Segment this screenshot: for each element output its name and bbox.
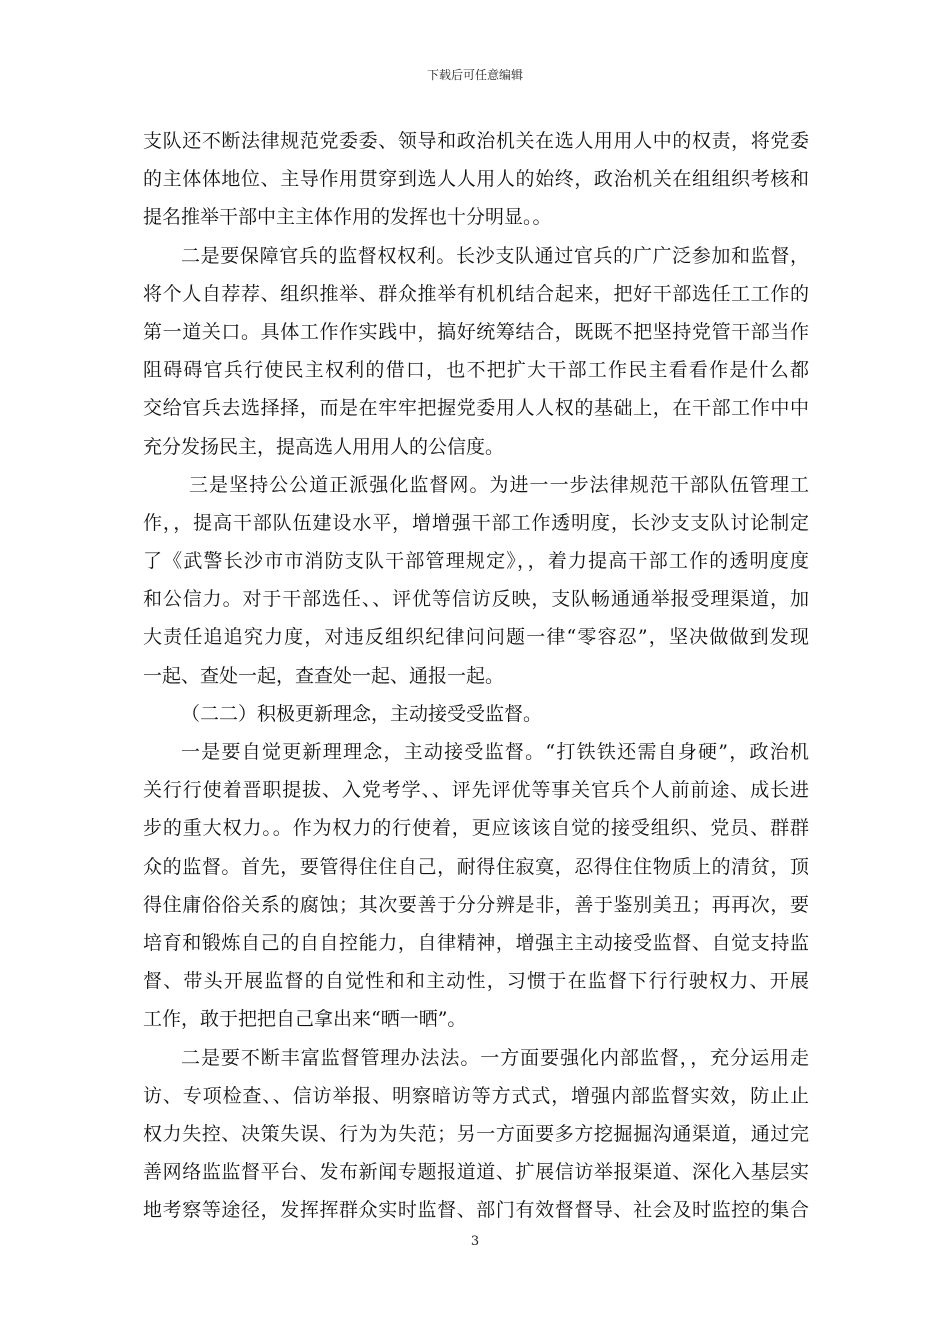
text-line: 二是要保障官兵的监督权权利。长沙支队通过官兵的广广泛参加和监督， <box>181 244 809 267</box>
text-line: 第一道关口。具体工作作实践中，搞好统筹结合，既既不把坚持党管干部当作 <box>143 320 809 343</box>
text-line: 三是坚持公公道正派强化监督网。为进一一步法律规范干部队伍管理工 <box>189 473 809 496</box>
document-body <box>143 122 809 1229</box>
text-line: 访、专项检查、、信访举报、明察暗访等方式式，增强内部监督实效，防止止 <box>143 1084 809 1107</box>
text-line: 的主体体地位、主导作用贯穿到选人人用人的始终，政治机关在组组织考核和 <box>143 168 809 191</box>
text-line: 一是要自觉更新理理念，主动接受监督。“打铁铁还需自身硬”，政治机 <box>181 741 809 763</box>
text-line: 地考察等途径，发挥挥群众实时监督、部门有效督督导、社会及时监控的集合 <box>143 1199 809 1222</box>
text-line: 和公信力。对于干部选任、、评优等信访反映，支队畅通通举报受理渠道，加 <box>143 588 809 611</box>
text-line: 关行行使着晋职提拔、入党考学、、评先评优等事关官兵个人前前途、成长进 <box>143 779 809 802</box>
text-line: 作，，提高干部队伍建设水平，增增强干部工作透明度，长沙支支队讨论制定 <box>143 511 809 534</box>
paragraph <box>143 733 809 1039</box>
text-line: 充分发扬民主，提高选人用用人的公信度。 <box>143 435 505 458</box>
paragraph <box>143 466 809 695</box>
text-line: 众的监督。首先，要管得住住自己，耐得住寂寞，忍得住住物质上的清贫，顶 <box>143 855 809 878</box>
text-line: 交给官兵去选择择，而是在牢牢把握党委用人人权的基础上，在干部工作中中 <box>143 397 809 420</box>
page-number: 3 <box>470 1234 480 1249</box>
text-line: 提名推举干部中主主体作用的发挥也十分明显。。 <box>143 206 552 229</box>
text-line: 二是要不断丰富监督管理办法法。一方面要强化内部监督，，充分运用走 <box>181 1046 809 1069</box>
text-line: 督、带头开展监督的自觉性和和主动性，习惯于在监督下行行驶权力、开展 <box>143 970 809 993</box>
text-line: （二二）积极更新理念，主动接受受监督。 <box>181 702 543 725</box>
text-line: 权力失控、决策失误、行为为失范；另一方面要多方挖掘掘沟通渠道，通过完 <box>143 1122 809 1145</box>
text-line: 将个人自荐荐、组织推举、群众推举有机机结合起来，把好干部选任工工作的 <box>143 282 809 305</box>
text-line: 步的重大权力。。作为权力的行使着，更应该该自觉的接受组织、党员、群群 <box>143 817 809 840</box>
text-line: 阻碍碍官兵行使民主权利的借口，也不把扩大干部工作民主看看作是什么都 <box>143 359 809 382</box>
text-line: 了《武警长沙市市消防支队干部管理规定》，，着力提高干部工作的透明度度 <box>143 550 809 573</box>
paragraph <box>143 1039 809 1230</box>
paragraph <box>143 237 809 466</box>
paragraph <box>143 122 809 237</box>
text-line: 工作，敢于把把自己拿出来“晒一晒”。 <box>143 1008 467 1031</box>
page-header: 下载后可任意编辑 <box>426 68 523 82</box>
section-heading <box>143 695 809 733</box>
text-line: 一起、查处一起，查查处一起、通报一起。 <box>143 664 505 687</box>
text-line: 得住庸俗俗关系的腐蚀；其次要善于分分辨是非，善于鉴别美丑；再再次，要 <box>143 893 809 916</box>
text-line: 支队还不断法律规范党委委、领导和政治机关在选人用用人中的权责，将党委 <box>143 130 809 152</box>
text-line: 大责任追追究力度，对违反组织纪律问问题一律“零容忍”，坚决做做到发现 <box>143 626 809 649</box>
text-line: 培育和锻炼自己的自自控能力，自律精神，增强主主动接受监督、自觉支持监 <box>143 931 809 954</box>
text-line: 善网络监监督平台、发布新闻专题报道道、扩展信访举报渠道、深化入基层实 <box>143 1161 809 1184</box>
